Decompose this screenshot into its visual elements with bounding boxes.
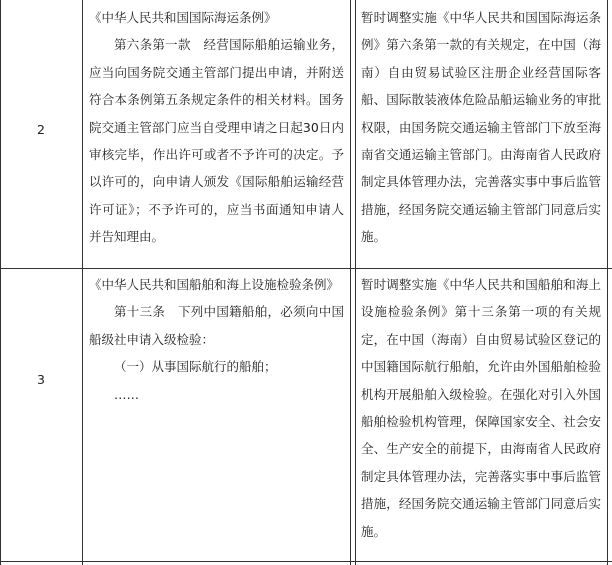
column-divider	[0, 0, 1, 565]
column-divider	[350, 0, 351, 565]
adjustment-cell	[361, 271, 601, 545]
law-ellipsis: ……	[114, 386, 139, 402]
law-title: 《中华人民共和国国际海运条例》	[89, 10, 277, 25]
law-cell	[89, 271, 344, 408]
row-number: 3	[37, 372, 45, 387]
law-text: 第六条第一款 经营国际船舶运输业务，应当向国务院交通主管部门提出申请，并附送符合本条例第五条规定条件的相关材料。国务院交通主管部门应当自受理申请之日起30日内审核完毕，作出许可或者不予许可的决定。予以许可的，向申请人颁发《国际船舶运输经营许可证》；不予许可的，应当书面通知申请人并告知理由。	[89, 37, 344, 245]
law-cell	[89, 4, 344, 251]
law-item: （一）从事国际航行的船舶；	[114, 359, 277, 375]
table-bottom-border	[0, 561, 612, 562]
row-number: 2	[37, 122, 45, 137]
row-divider	[0, 268, 612, 269]
adjustment-text: 暂时调整实施《中华人民共和国船舶和海上设施检验条例》第十三条第一项的有关规定，在中国（海南）自由贸易试验区登记的中国籍国际航行船舶，允许由外国船舶检验机构开展船舶入级检验。在强化对引入外国船舶检验机构管理，保障国家安全、社会安全、生产安全的前提下，由海南省人民政府制定具体管理办法，完善落实事中事后监管措施，经国务院交通运输主管部门同意后实施。	[361, 277, 601, 539]
column-divider	[82, 0, 83, 565]
law-title: 《中华人民共和国船舶和海上设施检验条例》	[89, 277, 340, 292]
column-divider	[607, 0, 608, 565]
adjustment-text: 暂时调整实施《中华人民共和国国际海运条例》第六条第一款的有关规定，在中国（海南）自由贸易试验区注册企业经营国际客船、国际散装液体危险品船运输业务的审批权限，由国务院交通运输主管部门下放至海南省交通运输主管部门。由海南省人民政府制定具体管理办法，完善落实事中事后监管措施，经国务院交通运输主管部门同意后实施。	[361, 10, 601, 245]
law-text: 第十三条 下列中国籍船舶，必须向中国船级社申请入级检验：	[89, 304, 344, 347]
adjustment-cell	[361, 4, 601, 251]
column-divider	[355, 0, 356, 565]
